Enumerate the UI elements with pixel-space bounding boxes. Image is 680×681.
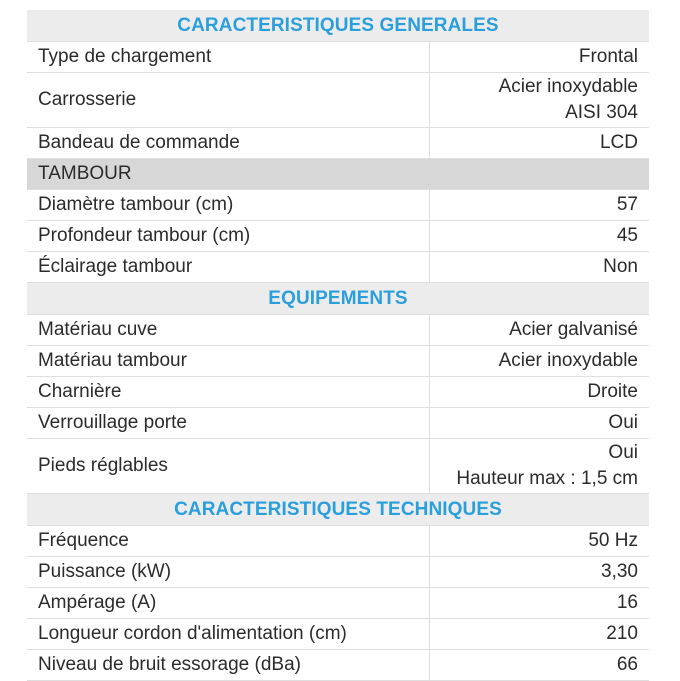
spec-table	[27, 10, 649, 681]
table-row	[27, 252, 649, 283]
row-value-text: 66	[616, 654, 638, 675]
row-value	[430, 377, 649, 407]
row-value-text: Acier inoxydable	[498, 350, 638, 371]
row-value-line: Oui	[608, 442, 638, 463]
section-header-techniques: CARACTERISTIQUES TECHNIQUES	[27, 494, 649, 526]
row-value	[430, 252, 649, 282]
row-label: Diamètre tambour (cm)	[27, 190, 430, 220]
row-label: Profondeur tambour (cm)	[27, 221, 430, 251]
row-value	[430, 619, 649, 649]
row-label: Fréquence	[27, 526, 430, 556]
row-label: Carrosserie	[27, 73, 430, 127]
row-value-text: Non	[603, 256, 638, 277]
table-row	[27, 73, 649, 128]
row-value	[430, 588, 649, 618]
row-value	[430, 42, 649, 72]
row-value	[430, 439, 649, 493]
row-value-line: AISI 304	[565, 102, 638, 123]
row-value-text: Acier galvanisé	[509, 319, 638, 340]
row-value-text: Oui	[608, 412, 638, 433]
row-label: Bandeau de commande	[27, 128, 430, 158]
table-row	[27, 315, 649, 346]
row-value-text: 3,30	[601, 561, 638, 582]
table-row	[27, 42, 649, 73]
section-header-general: CARACTERISTIQUES GENERALES	[27, 10, 649, 42]
row-value-text: 210	[606, 623, 638, 644]
section-header-equipements: EQUIPEMENTS	[27, 283, 649, 315]
table-row	[27, 526, 649, 557]
table-row	[27, 619, 649, 650]
row-value-line: Hauteur max : 1,5 cm	[456, 468, 638, 489]
table-row	[27, 377, 649, 408]
row-value	[430, 190, 649, 220]
row-label: Verrouillage porte	[27, 408, 430, 438]
row-value	[430, 221, 649, 251]
row-value-line: Acier inoxydable	[498, 76, 638, 97]
row-value-text: Droite	[587, 381, 638, 402]
table-row	[27, 221, 649, 252]
row-label: Puissance (kW)	[27, 557, 430, 587]
row-label: Type de chargement	[27, 42, 430, 72]
row-label: Matériau tambour	[27, 346, 430, 376]
row-label: Ampérage (A)	[27, 588, 430, 618]
row-value-text: 16	[616, 592, 638, 613]
table-row	[27, 557, 649, 588]
table-row	[27, 128, 649, 159]
row-value-text: 50 Hz	[588, 530, 638, 551]
row-value	[430, 315, 649, 345]
row-value	[430, 73, 649, 127]
subsection-header-tambour: TAMBOUR	[27, 159, 649, 190]
row-value	[430, 650, 649, 680]
row-value	[430, 408, 649, 438]
table-row	[27, 346, 649, 377]
row-value	[430, 346, 649, 376]
row-value-text: LCD	[599, 132, 638, 153]
table-row	[27, 588, 649, 619]
table-row	[27, 439, 649, 494]
row-label: Matériau cuve	[27, 315, 430, 345]
row-label: Charnière	[27, 377, 430, 407]
row-label: Longueur cordon d'alimentation (cm)	[27, 619, 430, 649]
row-label: Niveau de bruit essorage (dBa)	[27, 650, 430, 680]
row-value	[430, 128, 649, 158]
row-label: Pieds réglables	[27, 439, 430, 493]
row-value-text: 57	[616, 194, 638, 215]
row-value	[430, 526, 649, 556]
row-value-text: Frontal	[578, 46, 638, 67]
row-label: Éclairage tambour	[27, 252, 430, 282]
table-row	[27, 408, 649, 439]
row-value	[430, 557, 649, 587]
table-row	[27, 190, 649, 221]
row-value-text: 45	[616, 225, 638, 246]
table-row	[27, 650, 649, 681]
